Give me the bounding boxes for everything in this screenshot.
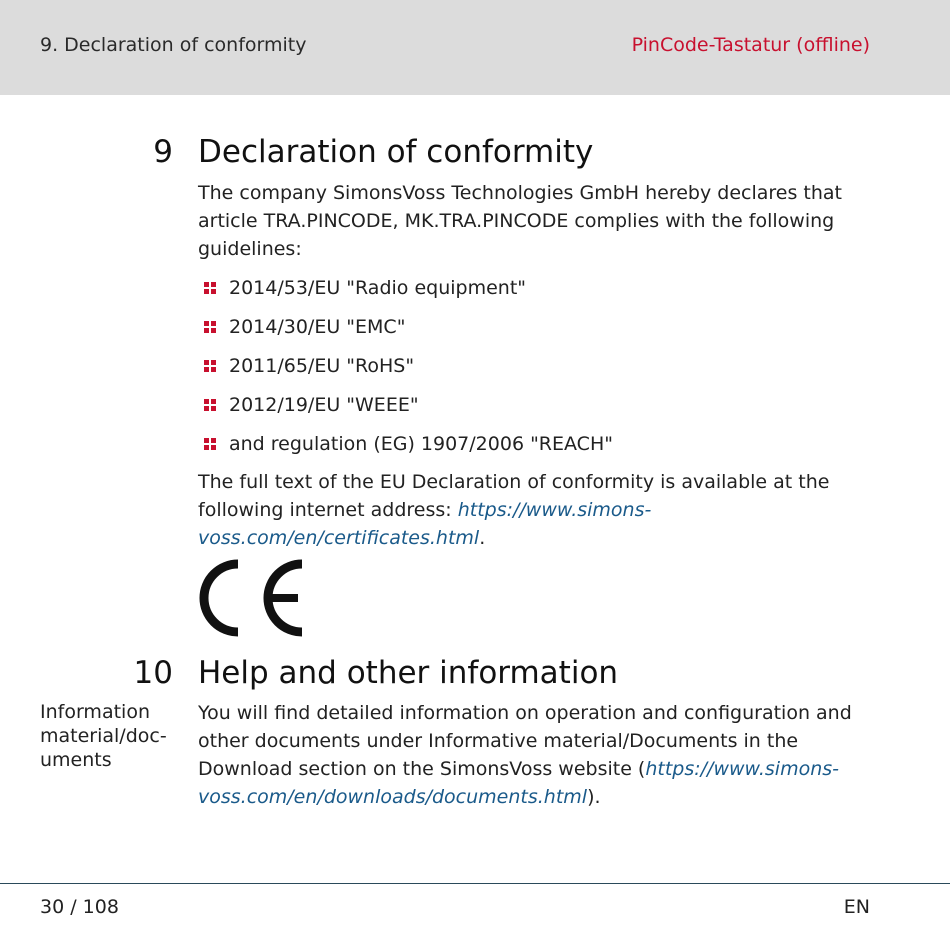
list-item-text: and regulation (EG) 1907/2006 "REACH" xyxy=(229,433,613,455)
language-code: EN xyxy=(843,896,870,918)
bullet-icon xyxy=(204,360,216,372)
guidelines-list xyxy=(198,272,613,467)
list-item xyxy=(198,350,613,389)
section-10-title: Help and other information xyxy=(198,655,619,691)
list-item-text: 2014/53/EU "Radio equipment" xyxy=(229,277,527,299)
list-item xyxy=(198,272,613,311)
list-item xyxy=(198,428,613,467)
page-header xyxy=(0,0,950,95)
footer-divider xyxy=(0,883,950,884)
list-item-text: 2012/19/EU "WEEE" xyxy=(229,394,419,416)
certificates-link[interactable]: https://www.simons-voss.com/en/certificates.html xyxy=(198,499,652,549)
section-10-text xyxy=(198,699,868,811)
header-chapter: 9. Declaration of conformity xyxy=(40,34,307,56)
section-9-number: 9 xyxy=(153,134,173,170)
margin-note: Information material/doc-uments xyxy=(40,701,167,771)
help-text-after: ). xyxy=(587,786,601,808)
header-product: PinCode-Tastatur (offline) xyxy=(631,34,870,56)
page-number: 30 / 108 xyxy=(40,896,119,918)
list-item-text: 2014/30/EU "EMC" xyxy=(229,316,406,338)
list-item-text: 2011/65/EU "RoHS" xyxy=(229,355,415,377)
list-item xyxy=(198,311,613,350)
section-9-title: Declaration of conformity xyxy=(198,134,594,170)
help-text-before: You will find detailed information on operation and configuration and other documents under Informative material/Documents in the Download section on the SimonsVoss website ( xyxy=(198,702,852,780)
declaration-fulltext xyxy=(198,468,868,552)
fulltext-before: The full text of the EU Declaration of conformity is available at the following internet address: xyxy=(198,471,830,521)
bullet-icon xyxy=(204,399,216,411)
documents-link[interactable]: https://www.simons-voss.com/en/downloads/documents.html xyxy=(198,758,839,808)
bullet-icon xyxy=(204,282,216,294)
section-10-number: 10 xyxy=(133,655,173,691)
list-item xyxy=(198,389,613,428)
fulltext-after: . xyxy=(479,527,486,549)
ce-mark-icon xyxy=(196,558,306,638)
bullet-icon xyxy=(204,438,216,450)
section-9-intro: The company SimonsVoss Technologies GmbH hereby declares that article TRA.PINCODE, MK.TRA.PINCODE complies with the following guidelines: xyxy=(198,182,842,260)
bullet-icon xyxy=(204,321,216,333)
